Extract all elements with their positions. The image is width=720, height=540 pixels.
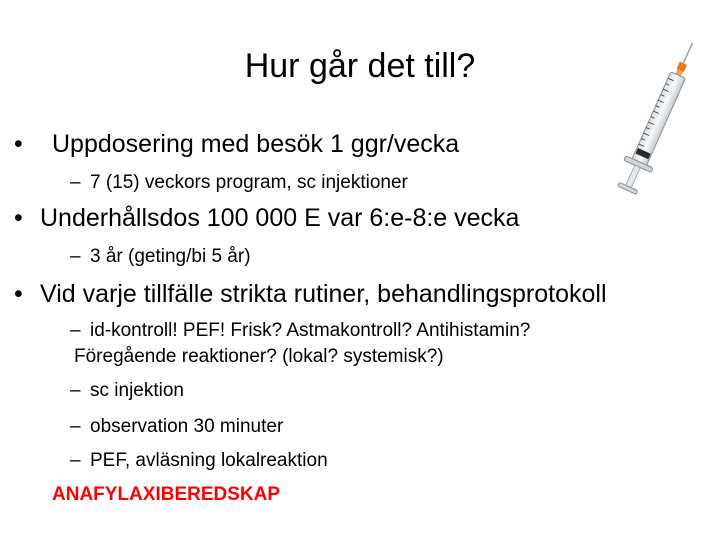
bullet-2 bbox=[14, 202, 519, 234]
sub-bullet-marker: – bbox=[70, 450, 81, 471]
sub-bullet-3-3 bbox=[70, 414, 283, 440]
sub-bullet-text: 3 år (geting/bi 5 år) bbox=[90, 246, 251, 267]
sub-bullet-3-1 bbox=[70, 318, 530, 344]
bullet-text: Vid varje tillfälle strikta rutiner, behandlingsprotokoll bbox=[40, 280, 607, 308]
slide-title: Hur går det till? bbox=[244, 47, 476, 85]
bullet-text: Uppdosering med besök 1 ggr/vecka bbox=[52, 130, 460, 158]
sub-bullet-1-1 bbox=[70, 170, 408, 196]
sub-bullet-marker: – bbox=[70, 172, 81, 193]
sub-bullet-marker: – bbox=[70, 380, 81, 401]
sub-bullet-3-1-continuation: Föregående reaktioner? (lokal? systemisk?) bbox=[74, 346, 444, 367]
bullet-text: Underhållsdos 100 000 E var 6:e-8:e vecka bbox=[40, 204, 520, 232]
sub-bullet-marker: – bbox=[70, 416, 81, 437]
sub-bullet-text: PEF, avläsning lokalreaktion bbox=[90, 450, 328, 471]
bullet-marker: • bbox=[14, 280, 23, 308]
sub-bullet-text: id-kontroll! PEF! Frisk? Astmakontroll? Antihistamin? bbox=[90, 320, 531, 341]
sub-bullet-3-2 bbox=[70, 378, 184, 404]
anaphylaxis-alert: ANAFYLAXIBEREDSKAP bbox=[52, 484, 281, 505]
sub-bullet-marker: – bbox=[70, 246, 81, 267]
sub-bullet-marker: – bbox=[70, 320, 81, 341]
sub-bullet-3-4 bbox=[70, 448, 328, 474]
bullet-marker: • bbox=[14, 204, 23, 232]
bullet-3 bbox=[14, 278, 607, 310]
bullet-marker: • bbox=[14, 130, 23, 158]
syringe-icon bbox=[600, 36, 718, 200]
sub-bullet-text: 7 (15) veckors program, sc injektioner bbox=[90, 172, 408, 193]
sub-bullet-2-1 bbox=[70, 244, 251, 270]
sub-bullet-text: observation 30 minuter bbox=[90, 416, 284, 437]
bullet-1 bbox=[14, 128, 459, 160]
sub-bullet-text: sc injektion bbox=[90, 380, 184, 401]
